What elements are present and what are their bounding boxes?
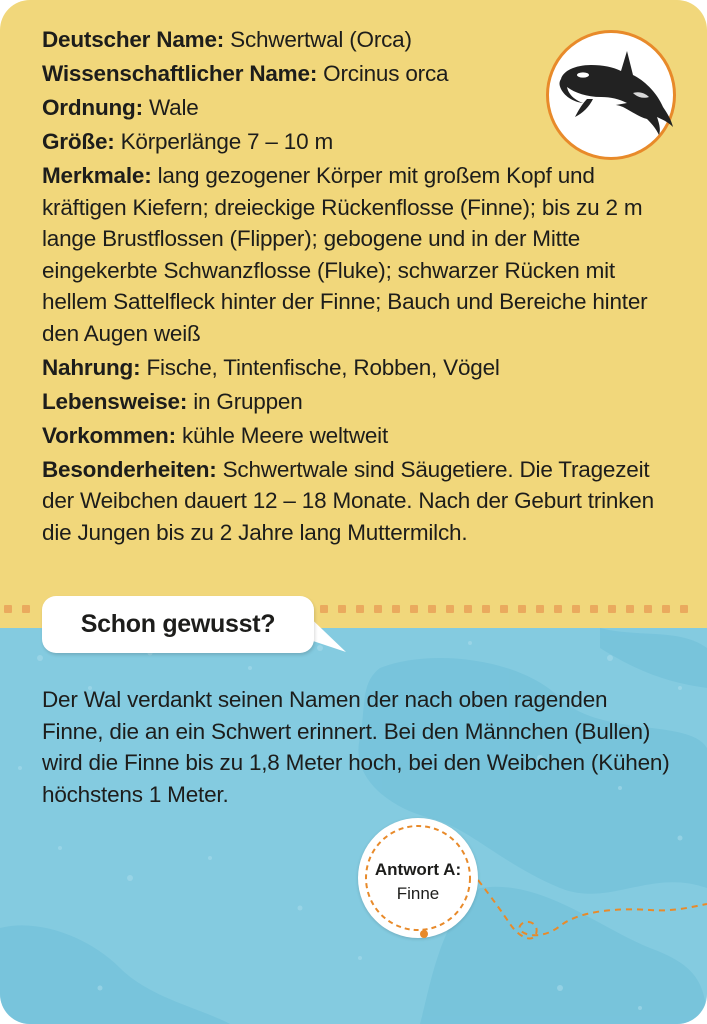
orca-icon <box>549 33 673 157</box>
fact-label: Wissenschaftlicher Name : <box>42 61 317 86</box>
fact-special-features <box>42 454 662 549</box>
fact-features <box>42 160 662 349</box>
fact-value: Orcinus orca <box>323 61 449 86</box>
orca-badge <box>546 30 676 160</box>
fact-label: Deutscher Name : <box>42 27 224 52</box>
fact-label: Lebensweise : <box>42 389 187 414</box>
fact-label: Nahrung : <box>42 355 140 380</box>
answer-badge <box>358 818 478 938</box>
fact-value: Schwertwal (Orca) <box>230 27 412 52</box>
fact-label: Besonderheiten : <box>42 457 217 482</box>
fact-label: Größe : <box>42 129 115 154</box>
fact-value: lang gezogener Körper mit großem Kopf und kräftigen Kiefern; dreieckige Rückenflosse (Finne); bis zu 2 m lange Brustflossen (Flipper); gebogene und in der Mitte eingekerbte Schwanzflosse (Fluke); schwarzer Rücken mit hellem Sattelfleck hinter der Finne; Bauch und Bereiche hinter den Augen weiß <box>42 163 648 346</box>
fact-value: Fische, Tintenfische, Robben, Vögel <box>146 354 500 380</box>
answer-value: Finne <box>396 884 440 903</box>
fact-value: Schwertwale sind Säugetiere. Die Tragezeit der Weibchen dauert 12 – 18 Monate. Nach der Geburt trinken die Jungen bis zu 2 Jahre lang Muttermilch. <box>42 456 654 545</box>
did-you-know-heading: Schon gewusst? <box>80 610 276 638</box>
fact-food <box>42 352 662 384</box>
fact-value: in Gruppen <box>193 388 303 414</box>
fact-label: Merkmale : <box>42 163 152 188</box>
fact-label: Vorkommen : <box>42 423 176 448</box>
fact-lifestyle <box>42 386 662 418</box>
answer-label: Antwort A: <box>374 860 462 879</box>
fact-label: Ordnung : <box>42 95 143 120</box>
fact-occurrence <box>42 420 662 452</box>
fact-value: Wale <box>148 95 199 120</box>
fact-value: kühle Meere weltweit <box>181 422 389 448</box>
speech-bubble <box>42 596 314 653</box>
fact-value: Körperlänge 7 – 10 m <box>120 129 334 154</box>
did-you-know-text: Der Wal verdankt seinen Namen der nach oben ragenden Finne, die an ein Schwert erinnert. Bei den Männchen (Bullen) wird die Finne bis zu 1,8 Meter hoch, bei den Weibchen (Kühen) höchstens 1 Meter. <box>42 687 670 807</box>
